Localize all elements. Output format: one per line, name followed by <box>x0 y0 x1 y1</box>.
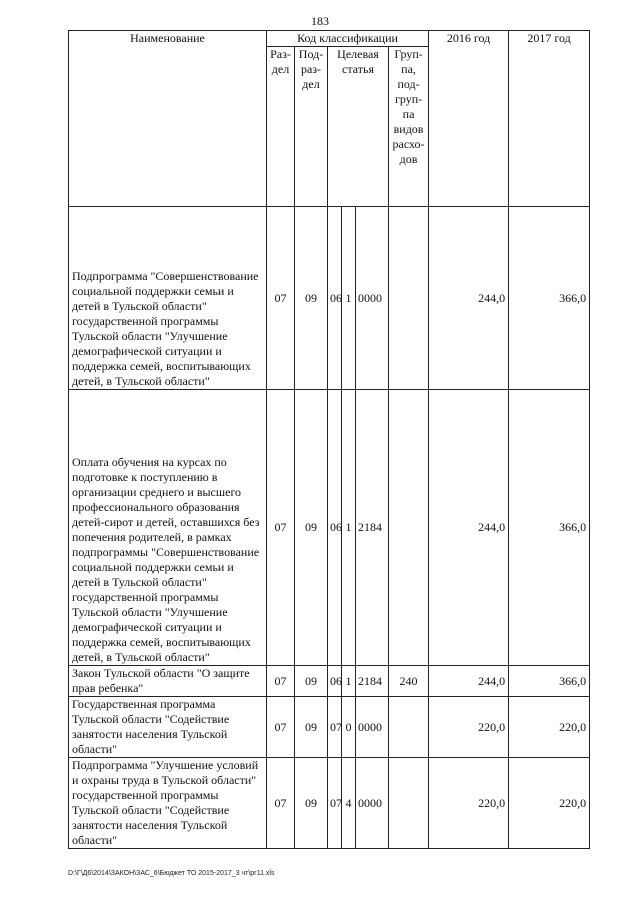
table-cell-year-2017: 366,0 <box>509 207 590 390</box>
table-cell-name: Подпрограмма "Улучшение условий и охраны труда в Тульской области" государственной программы Тульской области "Содействие занятости населения Тульской области" <box>69 758 267 849</box>
header-year-2016: 2016 год <box>429 31 509 207</box>
header-target-article: Целевая статья <box>328 47 389 207</box>
table-cell-expense-group <box>389 207 429 390</box>
table-cell-year-2017: 366,0 <box>509 390 590 666</box>
table-cell-target-direction: 2184 <box>356 390 389 666</box>
table-cell-year-2016: 220,0 <box>429 758 509 849</box>
budget-table <box>68 30 590 849</box>
table-cell-section: 07 <box>267 390 295 666</box>
table-cell-target-subprogram: 1 <box>342 390 356 666</box>
table-cell-target-subprogram: 1 <box>342 207 356 390</box>
table-row <box>69 758 590 849</box>
table-cell-subsection: 09 <box>295 758 328 849</box>
table-row <box>69 697 590 758</box>
table-cell-name: Государственная программа Тульской области "Содействие занятости населения Тульской области" <box>69 697 267 758</box>
table-cell-expense-group: 240 <box>389 666 429 697</box>
header-name: Наименование <box>69 31 267 207</box>
table-cell-target-direction: 2184 <box>356 666 389 697</box>
table-cell-target-program: 06 <box>328 390 342 666</box>
table-cell-target-program: 07 <box>328 758 342 849</box>
table-cell-target-direction: 0000 <box>356 207 389 390</box>
table-cell-section: 07 <box>267 207 295 390</box>
table-cell-target-direction: 0000 <box>356 697 389 758</box>
table-cell-expense-group <box>389 390 429 666</box>
table-cell-year-2016: 244,0 <box>429 207 509 390</box>
table-cell-target-program: 07 <box>328 697 342 758</box>
header-expense-group: Груп- па, под- груп- па видов расхо- дов <box>389 47 429 207</box>
table-cell-subsection: 09 <box>295 666 328 697</box>
table-cell-section: 07 <box>267 697 295 758</box>
table-cell-expense-group <box>389 758 429 849</box>
table-cell-target-subprogram: 0 <box>342 697 356 758</box>
page-number: 183 <box>311 14 329 28</box>
header-subsection: Под- раз- дел <box>295 47 328 207</box>
table-cell-subsection: 09 <box>295 390 328 666</box>
table-cell-year-2017: 220,0 <box>509 758 590 849</box>
table-cell-target-subprogram: 1 <box>342 666 356 697</box>
table-cell-subsection: 09 <box>295 207 328 390</box>
header-section: Раз- дел <box>267 47 295 207</box>
file-path-footer: D:\Г\Д6\2014\ЗАКОН\ЗАС_6\Бюджет ТО 2015-2017_3 чт\рг11.xls <box>68 870 275 877</box>
table-cell-target-subprogram: 4 <box>342 758 356 849</box>
table-cell-target-program: 06 <box>328 207 342 390</box>
table-cell-year-2016: 244,0 <box>429 666 509 697</box>
table-cell-subsection: 09 <box>295 697 328 758</box>
table-cell-year-2016: 244,0 <box>429 390 509 666</box>
table-cell-name: Закон Тульской области "О защите прав ребенка" <box>69 666 267 697</box>
table-cell-name: Подпрограмма "Совершенствование социальной поддержки семьи и детей в Тульской области" государственной программы Тульской области "Улучшение демографической ситуации и поддержка семей, воспитывающих детей, в Тульской области" <box>69 207 267 390</box>
table-row <box>69 390 590 666</box>
table-row <box>69 666 590 697</box>
table-cell-year-2017: 366,0 <box>509 666 590 697</box>
header-classification-code: Код классификации <box>267 31 429 47</box>
table-cell-target-direction: 0000 <box>356 758 389 849</box>
table-cell-expense-group <box>389 697 429 758</box>
table-cell-section: 07 <box>267 758 295 849</box>
table-cell-year-2016: 220,0 <box>429 697 509 758</box>
table-cell-year-2017: 220,0 <box>509 697 590 758</box>
table-cell-section: 07 <box>267 666 295 697</box>
table-cell-target-program: 06 <box>328 666 342 697</box>
table-cell-name: Оплата обучения на курсах по подготовке к поступлению в организации среднего и высшего профессионального образования детей-сирот и детей, оставшихся без попечения родителей, в рамках подпрограммы "Совершенствование социальной поддержки семьи и детей в Тульской области" государственной программы Тульской области "Улучшение демографической ситуации и поддержка семей, воспитывающих детей, в Тульской области" <box>69 390 267 666</box>
table-row <box>69 207 590 390</box>
header-year-2017: 2017 год <box>509 31 590 207</box>
